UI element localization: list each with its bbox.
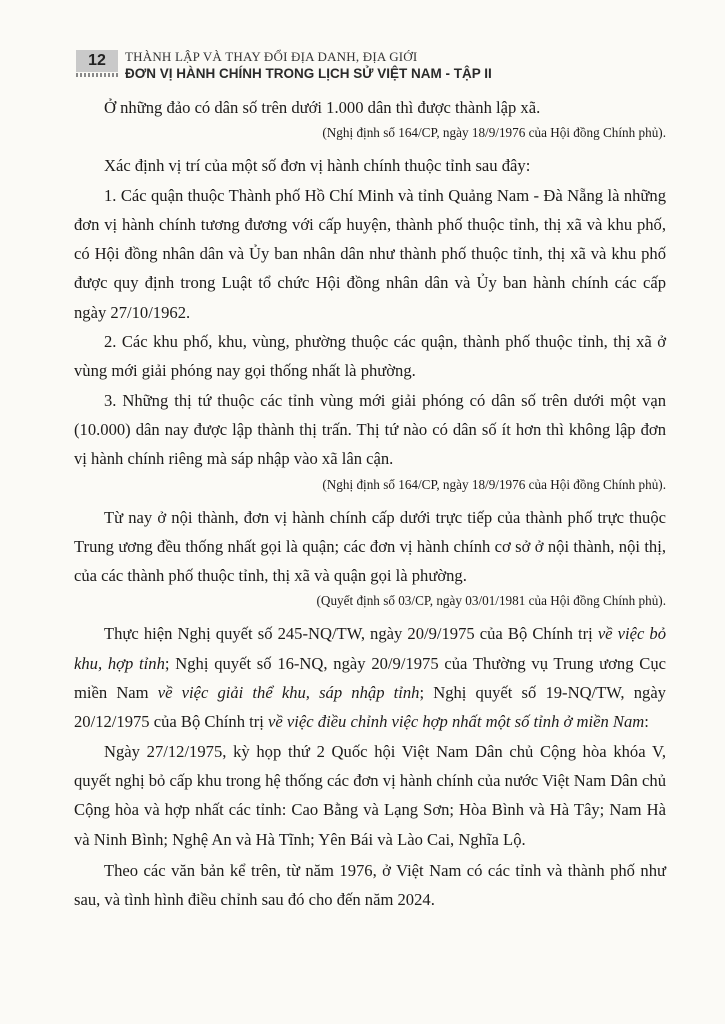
citation: (Nghị định số 164/CP, ngày 18/9/1976 của Hội đồng Chính phủ). — [322, 125, 666, 141]
list-item: 1. Các quận thuộc Thành phố Hồ Chí Minh và tỉnh Quảng Nam - Đà Nẵng là những đơn vị hành chính tương đương với cấp huyện, thành phố thuộc tỉnh, thị xã và khu phố, có Hội đồng nhân dân và Ủy ban nhân dân như thành phố thuộc tỉnh, thị xã và khu phố được quy định trong Luật tổ chức Hội đồng nhân dân và Ủy ban hành chính các cấp ngày 27/10/1962. — [74, 185, 666, 322]
paragraph: Ngày 27/12/1975, kỳ họp thứ 2 Quốc hội Việt Nam Dân chủ Cộng hòa khóa V, quyết nghị bỏ cấp khu trong hệ thống các đơn vị hành chính của nước Việt Nam Dân chủ Cộng hòa và hợp nhất các tỉnh: Cao Bằng và Lạng Sơn; Hòa Bình và Hà Tây; Nam Hà và Ninh Bình; Nghệ An và Hà Tĩnh; Yên Bái và Lào Cai, Nghĩa Lộ. — [74, 741, 666, 849]
running-header-line2: ĐƠN VỊ HÀNH CHÍNH TRONG LỊCH SỬ VIỆT NAM - TẬP II — [125, 66, 492, 81]
italic-run: về việc bỏ khu, hợp tỉnh — [74, 624, 667, 673]
page-number: 12 — [76, 50, 118, 72]
running-header-line1: THÀNH LẬP VÀ THAY ĐỔI ĐỊA DANH, ĐỊA GIỚI — [125, 49, 418, 64]
list-item: 2. Các khu phố, khu, vùng, phường thuộc các quận, thành phố thuộc tỉnh, thị xã ở vùng mới giải phóng nay gọi thống nhất là phường. — [74, 332, 666, 381]
text-run: ; Nghị quyết số 16-NQ, ngày 20/9/1975 của Thường vụ Trung ương Cục miền Nam — [74, 653, 667, 703]
paragraph: Từ nay ở nội thành, đơn vị hành chính cấp dưới trực tiếp của thành phố trực thuộc Trung ương đều thống nhất gọi là quận; các đơn vị hành chính cơ sở ở nội thành, nội thị, của các thành phố thuộc tỉnh, thị xã và quận gọi là phường. — [74, 507, 666, 586]
italic-run: về việc giải thể khu, sáp nhập tỉnh — [157, 683, 420, 703]
citation: (Nghị định số 164/CP, ngày 18/9/1976 của Hội đồng Chính phủ). — [322, 476, 666, 492]
italic-run: về việc điều chỉnh việc hợp nhất một số tỉnh ở miền Nam — [268, 712, 645, 732]
text-run: Thực hiện Nghị quyết số 245-NQ/TW, ngày 20/9/1975 của Bộ Chính trị — [104, 624, 598, 644]
paragraph: Xác định vị trí của một số đơn vị hành chính thuộc tỉnh sau đây: — [104, 156, 531, 176]
text-run: : — [644, 712, 649, 732]
paragraph — [74, 619, 666, 736]
list-item: 3. Những thị tứ thuộc các tỉnh vùng mới giải phóng có dân số trên dưới một vạn (10.000) dân nay được lập thành thị trấn. Thị tứ nào có dân số ít hơn thì không lập đơn vị hành chính riêng mà sáp nhập vào xã lân cận. — [74, 390, 666, 469]
text-run: ; Nghị quyết số 19-NQ/TW, ngày 20/12/1975 của Bộ Chính trị — [74, 683, 666, 732]
citation: (Quyết định số 03/CP, ngày 03/01/1981 của Hội đồng Chính phủ). — [316, 593, 666, 609]
paragraph: Theo các văn bản kể trên, từ năm 1976, ở Việt Nam có các tỉnh và thành phố như sau, và tình hình điều chỉnh sau đó cho đến năm 2024. — [74, 860, 666, 910]
page-body — [74, 93, 666, 914]
paragraph: Ở những đảo có dân số trên dưới 1.000 dân thì được thành lập xã. — [104, 98, 541, 117]
header-decoration — [76, 73, 118, 77]
